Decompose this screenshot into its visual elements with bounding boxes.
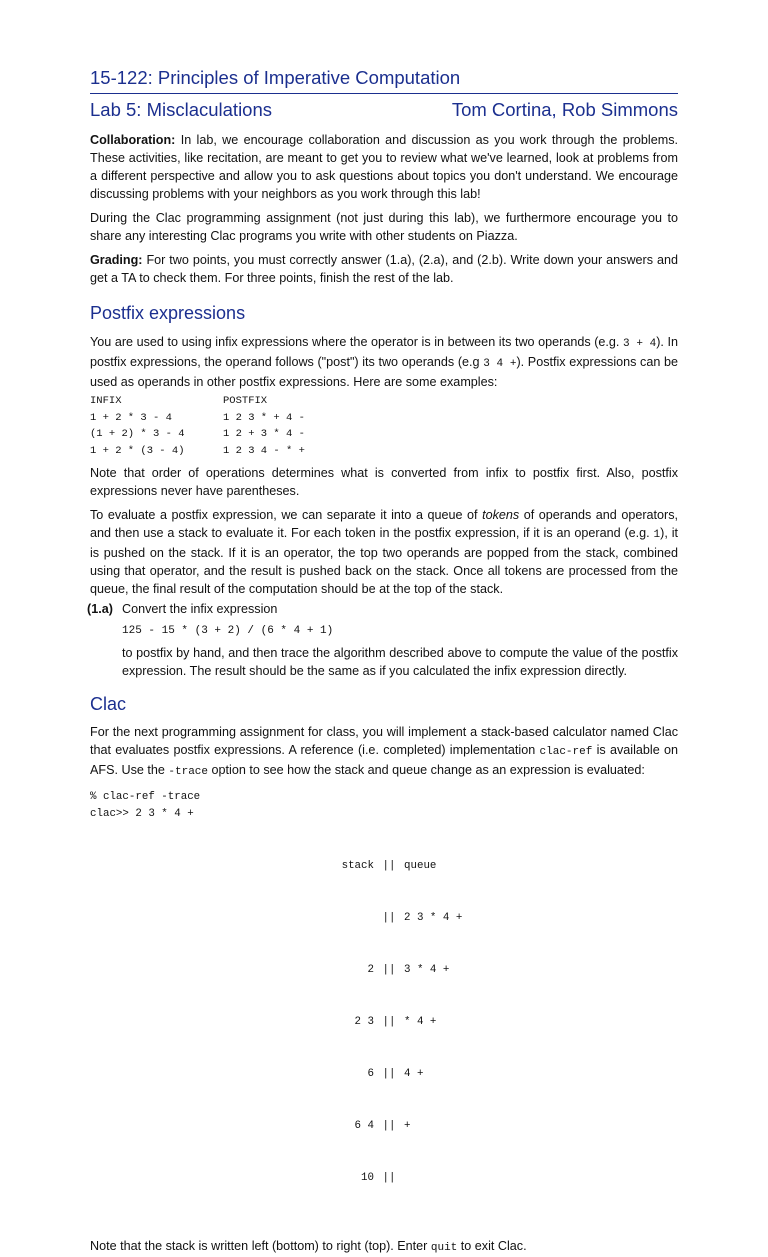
grading-paragraph [90, 251, 678, 287]
table-row [90, 410, 678, 427]
exercise-follow: to postfix by hand, and then trace the algorithm described above to compute the value of the postfix expression. The result should be the same as if you calculated the infix expression directly. [122, 646, 678, 678]
stack-cell: 10 [361, 1171, 374, 1184]
separator: || [382, 1067, 396, 1080]
stack-cell: 6 [367, 1067, 374, 1080]
separator: || [382, 1119, 396, 1132]
exercise-prompt: Convert the infix expression [122, 602, 278, 616]
table-header-row [90, 393, 678, 410]
separator: || [382, 963, 396, 976]
postfix-intro: You are used to using infix expressions where the operator is in between its two operands (e.g. 3 + 4). In postfix expressions, the operand follows ("post") its two operands (e.g 3 4 +). Postfix expressions can be used as operands in other postfix expressions. Here are some examples: [90, 335, 678, 389]
course-title: 15-122: Principles of Imperative Computation [90, 66, 678, 94]
stack-cell: 2 3 [354, 1015, 374, 1028]
table-row [90, 426, 678, 443]
collaboration-paragraph [90, 131, 678, 203]
column-header-postfix: POSTFIX [223, 395, 268, 407]
code-inline: quit [430, 1242, 458, 1255]
clac-heading: Clac [90, 694, 127, 714]
trace-header-row [324, 858, 678, 875]
exercise-body [122, 600, 678, 680]
authors: Tom Cortina, Rob Simmons [451, 99, 678, 120]
stack-cell: 6 4 [354, 1119, 374, 1132]
evaluation-paragraph: To evaluate a postfix expression, we can separate it into a queue of tokens of operands and operators, and then use a stack to evaluate it. For each token in the postfix expression, if it is an operand (e.g. 1), it is pushed on the stack. If it is an operator, the top two operands are popped from the stack, combined using that operator, and the result is pushed back on the stack. Once all tokens are processed from the queue, the final result of the computation should be at the top of the stack. [90, 508, 679, 596]
separator: || [382, 860, 396, 873]
queue-header: queue [404, 860, 437, 873]
separator: || [382, 912, 396, 925]
trace-row [324, 910, 678, 927]
code-inline: 3 + 4 [623, 338, 657, 350]
queue-cell: 2 3 * 4 + [404, 912, 463, 925]
queue-cell: + [404, 1119, 411, 1132]
column-header-infix: INFIX [90, 395, 122, 407]
exercise-label: (1.a) [87, 602, 113, 616]
trace-row [324, 1014, 678, 1031]
trace-row [324, 1118, 678, 1135]
lab-title-line [90, 98, 678, 122]
separator: || [382, 1171, 396, 1184]
collaboration-label: Collaboration: [90, 133, 176, 147]
stack-cell: 2 [367, 963, 374, 976]
stack-cell [324, 910, 374, 927]
table-row [90, 443, 678, 460]
trace-row [324, 1170, 678, 1187]
postfix-heading: Postfix expressions [90, 303, 246, 323]
code-inline: 1 [653, 529, 661, 541]
infix-cell: 1 + 2 * (3 - 4) [90, 444, 185, 457]
terminal-command-2: clac>> 2 3 * 4 + [90, 808, 194, 821]
code-inline: 3 4 + [483, 358, 517, 370]
queue-cell: 4 + [404, 1067, 424, 1080]
code-inline: clac-ref [539, 746, 593, 758]
infix-expression: 125 - 15 * (3 + 2) / (6 * 4 + 1) [122, 625, 334, 637]
grading-label: Grading: [90, 253, 143, 267]
clac-share-paragraph: During the Clac programming assignment (not just during this lab), we furthermore encourage you to share any interesting Clac programs you write with other students on Piazza. [90, 211, 678, 243]
tokens-emphasis: tokens [482, 508, 520, 522]
queue-cell: * 4 + [404, 1015, 437, 1028]
infix-cell: 1 + 2 * 3 - 4 [90, 411, 172, 424]
infix-cell: (1 + 2) * 3 - 4 [90, 428, 185, 440]
postfix-cell: 1 2 3 * + 4 - [223, 411, 305, 424]
postfix-note: Note that order of operations determines what is converted from infix to postfix first. Also, postfix expressions never have parentheses. [90, 466, 678, 498]
separator: || [382, 1015, 396, 1028]
stack-header: stack [341, 860, 374, 873]
postfix-cell: 1 2 + 3 * 4 - [223, 428, 305, 440]
document-page [87, 66, 679, 1257]
trace-table [324, 824, 678, 1222]
stack-note: Note that the stack is written left (bottom) to right (top). Enter quit to exit Clac. [90, 1239, 527, 1255]
infix-postfix-table [90, 393, 678, 459]
queue-cell: 3 * 4 + [404, 963, 450, 976]
terminal-command-1: % clac-ref -trace [90, 791, 201, 803]
grading-text: For two points, you must correctly answer (1.a), (2.a), and (2.b). Write down your answers and get a TA to check them. For three points, finish the rest of the lab. [90, 253, 679, 285]
trace-row [324, 962, 678, 979]
clac-intro: For the next programming assignment for class, you will implement a stack-based calculator named Clac that evaluates postfix expressions. A reference (i.e. completed) implementation clac-ref is available on AFS. Use the -trace option to see how the stack and queue change as an expression is evaluated: [90, 725, 679, 778]
postfix-cell: 1 2 3 4 - * + [223, 444, 305, 457]
trace-row [324, 1066, 678, 1083]
collaboration-text: In lab, we encourage collaboration and discussion as you work through the problems. These activities, like recitation, are meant to get you to review what we've learned, look at problems from a different perspective and allow you to ask questions about topics you don't understand. We encourage discussing problems with your neighbors as you work through this lab! [90, 133, 679, 201]
lab-title: Lab 5: Misclaculations [90, 99, 273, 120]
exercise-1a [87, 600, 678, 680]
code-inline: -trace [168, 766, 209, 778]
